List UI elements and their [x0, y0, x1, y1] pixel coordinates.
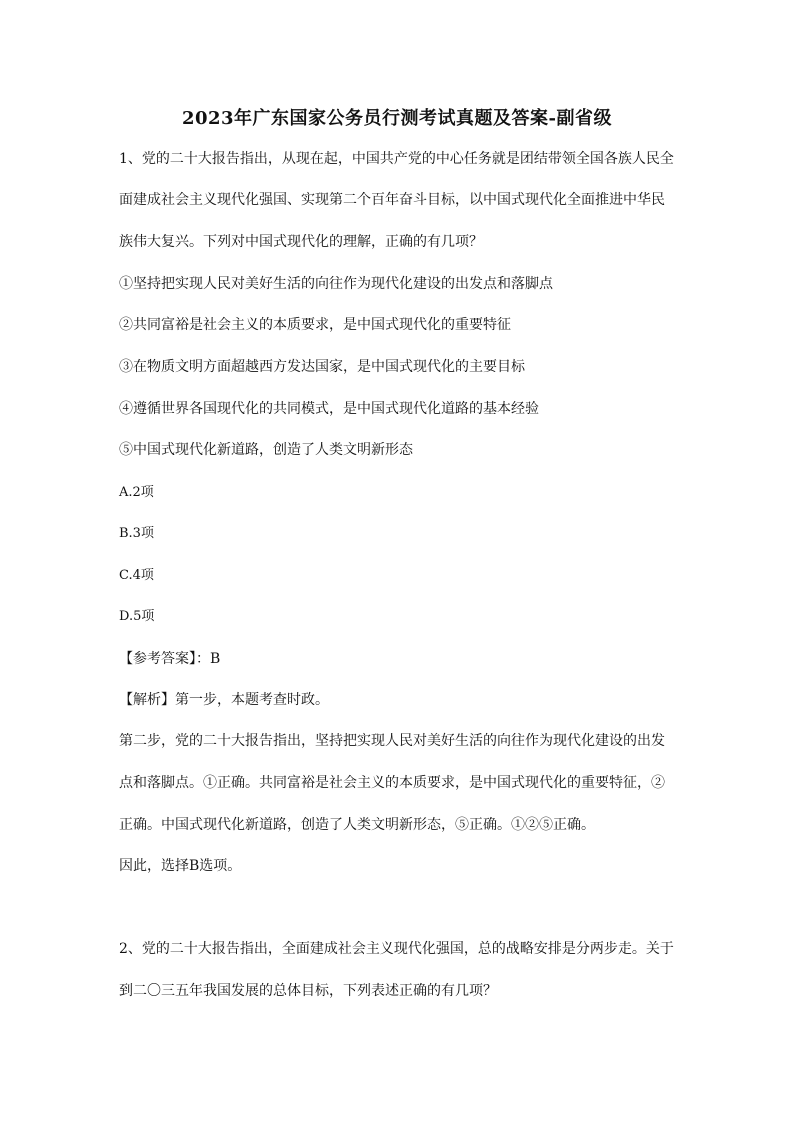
question-1-stem-line-3: 族伟大复兴。下列对中国式现代化的理解，正确的有几项？	[119, 234, 483, 250]
question-2-stem-line-1: 2、党的二十大报告指出，全面建成社会主义现代化强国，总的战略安排是分两步走。关于	[119, 941, 674, 957]
question-1-conclusion: 因此，选择B选项。	[119, 858, 242, 874]
question-1-item-4: ④遵循世界各国现代化的共同模式，是中国式现代化道路的基本经验	[119, 401, 539, 417]
question-1-option-b: B.3项	[119, 526, 154, 541]
question-1-option-c: C.4项	[119, 568, 154, 583]
question-1-analysis-line-2: 点和落脚点。①正确。共同富裕是社会主义的本质要求，是中国式现代化的重要特征，②	[119, 775, 665, 791]
question-1-option-d: D.5项	[119, 609, 155, 624]
question-1-option-a: A.2项	[119, 485, 154, 500]
question-1-analysis-line-1: 第二步，党的二十大报告指出，坚持把实现人民对美好生活的向往作为现代化建设的出发	[119, 733, 665, 749]
question-1-item-1: ①坚持把实现人民对美好生活的向往作为现代化建设的出发点和落脚点	[119, 276, 553, 292]
document-title: 2023年广东国家公务员行测考试真题及答案-副省级	[181, 108, 613, 129]
question-1-analysis-line-3: 正确。中国式现代化新道路，创造了人类文明新形态，⑤正确。①②⑤正确。	[119, 817, 595, 833]
question-1-answer: 【参考答案】：B	[119, 651, 221, 667]
question-2-stem-line-2: 到二〇三五年我国发展的总体目标，下列表述正确的有几项？	[119, 983, 497, 999]
question-1-item-3: ③在物质文明方面超越西方发达国家，是中国式现代化的主要目标	[119, 359, 525, 375]
question-1-item-2: ②共同富裕是社会主义的本质要求，是中国式现代化的重要特征	[119, 317, 511, 333]
question-1-analysis-heading: 【解析】第一步，本题考查时政。	[119, 692, 329, 708]
question-1-item-5: ⑤中国式现代化新道路，创造了人类文明新形态	[119, 442, 413, 458]
question-1-stem-line-1: 1、党的二十大报告指出，从现在起，中国共产党的中心任务就是团结带领全国各族人民全	[119, 151, 674, 167]
question-1-stem-line-2: 面建成社会主义现代化强国、实现第二个百年奋斗目标，以中国式现代化全面推进中华民	[119, 192, 665, 208]
